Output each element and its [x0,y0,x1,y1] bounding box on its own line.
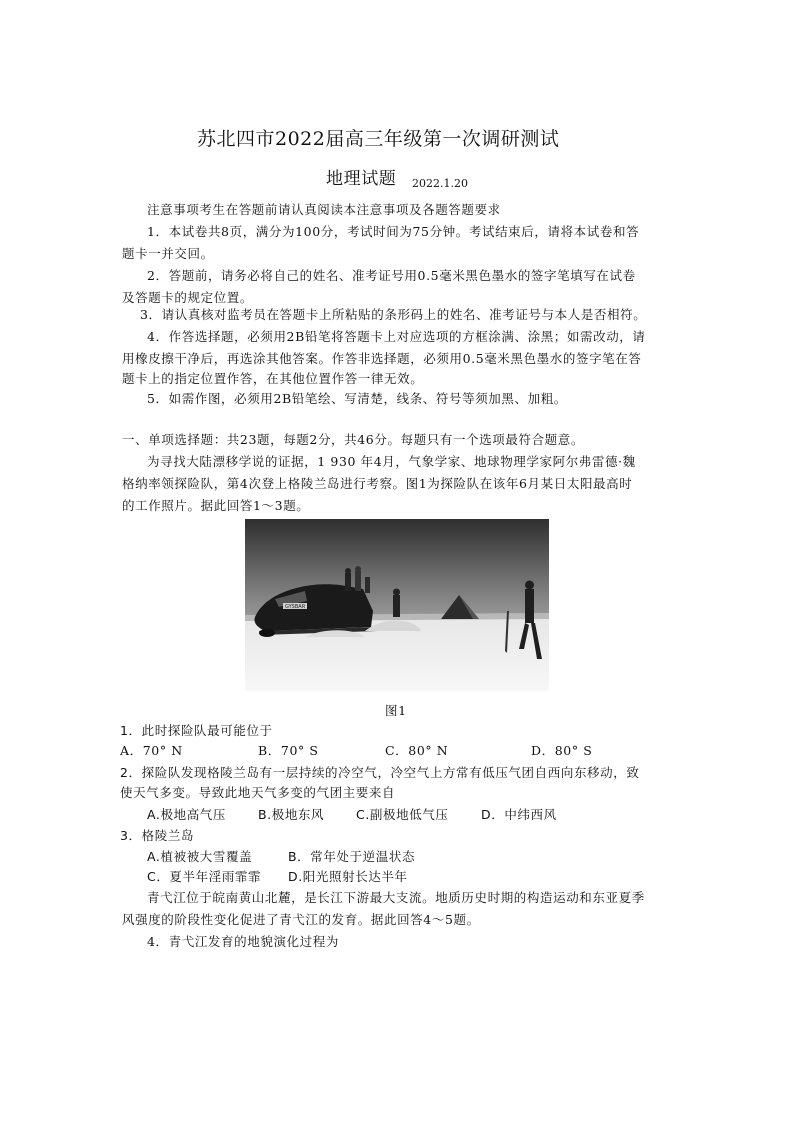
question-2-option-a: A.极地高气压 [147,807,227,822]
question-1-option-c: C．80° N [385,743,449,758]
vehicle-label: GYSBAR [285,604,306,610]
expedition-photo [245,519,549,691]
passage-line: 青弋江位于皖南黄山北麓，是长江下游最大支流。地质历史时期的构造运动和东亚夏季 [147,890,645,905]
notice-line: 题卡上的指定位置作答，在其他位置作答一律无效。 [122,371,424,386]
notice-line: 2．答题前，请务必将自己的姓名、准考证号用0.5毫米黑色墨水的签字笔填写在试卷 [147,268,636,283]
question-3-stem: 3．格陵兰岛 [120,828,195,843]
question-4-stem: 4．青弋江发育的地貌演化过程为 [147,934,339,949]
question-1-option-b: B．70° S [258,743,319,758]
notice-line: 题卡一并交回。 [122,246,214,261]
question-1-option-a: A．70° N [120,743,183,758]
question-3-option-d: D.阳光照射长达半年 [288,869,408,884]
question-3-option-c: C．夏半年淫雨霏霏 [147,869,262,884]
question-1-stem: 1．此时探险队最可能位于 [120,723,273,738]
notice-line: 4．作答选择题，必须用2B铅笔将答题卡上对应选项的方框涂满、涂黑；如需改动，请 [147,329,646,344]
passage-line: 的工作照片。据此回答1～3题。 [122,498,310,513]
expedition-photo-drawing [245,519,549,691]
section-heading: 一、单项选择题：共23题，每题2分，共46分。每题只有一个选项最符合题意。 [122,432,584,447]
passage-line: 风强度的阶段性变化促进了青弋江的发育。据此回答4～5题。 [122,912,480,927]
notice-line: 用橡皮擦干净后，再选涂其他答案。作答非选择题，必须用0.5毫米黑色墨水的签字笔在答 [122,351,642,366]
question-2-option-d: D．中纬西风 [481,807,557,822]
exam-date: 2022.1.20 [412,177,468,190]
question-2-option-b: B.极地东风 [258,807,325,822]
question-1-option-d: D．80° S [531,743,593,758]
page-subtitle: 地理试题 [326,169,397,189]
passage-line: 格纳率领探险队，第4次登上格陵兰岛进行考察。图1为探险队在该年6月某日太阳最高时 [122,476,633,491]
question-2-stem-cont: 使天气多变。导致此地天气多变的气团主要来自 [120,785,396,800]
notice-heading: 注意事项考生在答题前请认真阅读本注意事项及各题答题要求 [147,202,501,217]
question-3-option-b: B．常年处于逆温状态 [288,849,416,864]
question-3-option-a: A.植被被大雪覆盖 [147,849,253,864]
notice-line: 3．请认真核对监考员在答题卡上所粘贴的条形码上的姓名、准考证号与本人是否相符。 [140,307,647,322]
question-2-stem: 2．探险队发现格陵兰岛有一层持续的冷空气，冷空气上方常有低压气团自西向东移动，致 [120,765,640,780]
passage-line: 为寻找大陆漂移学说的证据，1 930 年4月，气象学家、地球物理学家阿尔弗雷德·魏 [147,454,636,469]
notice-line: 及答题卡的规定位置。 [122,290,254,305]
notice-line: 1．本试卷共8页，满分为100分，考试时间为75分钟。考试结束后，请将本试卷和答 [147,224,640,239]
question-2-option-c: C.副极地低气压 [356,807,449,822]
figure-caption: 图1 [385,703,407,718]
notice-line: 5．如需作图，必须用2B铅笔绘、写清楚，线条、符号等须加黑、加粗。 [147,391,567,406]
page-title: 苏北四市2022届高三年级第一次调研测试 [197,128,560,150]
